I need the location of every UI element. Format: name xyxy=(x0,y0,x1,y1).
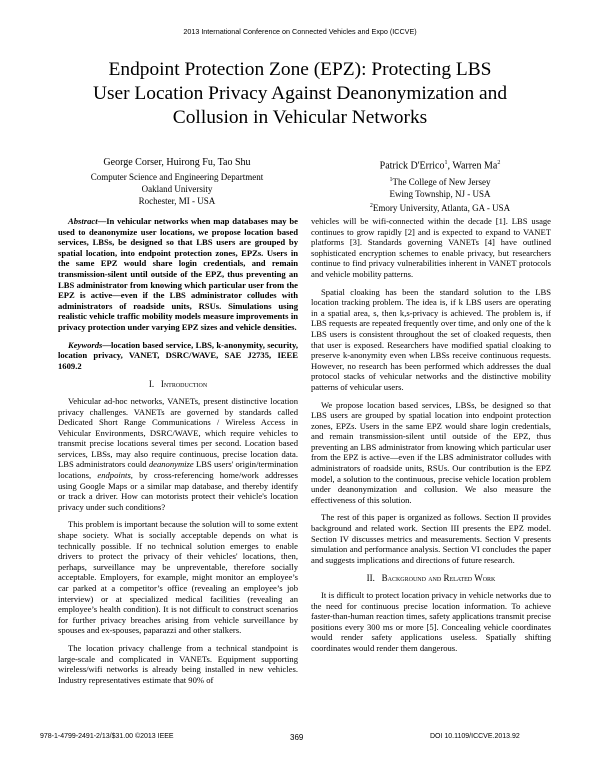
paper-title xyxy=(40,58,560,130)
author-block-left xyxy=(52,157,302,207)
intro-paragraph-1: Vehicular ad-hoc networks, VANETs, present distinctive location privacy challenges. VANETs are governed by standards called Dedicated Short Range Communications / Wireless Access in Vehicular Environments, DSRC/WAVE, which require vehicles to transmit precise locations several times per second. Location based services, LBSs, may also require continuous, precise location data. LBS administrators could deanonymize LBS users' origin/termination locations, endpoints, by cross-referencing home/work addresses using Google Maps or a similar map database, and thereby identify or track a driver. How can motorists protect their vehicle's location privacy under such conditions? xyxy=(58,395,299,512)
author-names-left: George Corser, Huirong Fu, Tao Shu xyxy=(103,157,251,168)
left-column xyxy=(58,216,298,692)
author-names-right: Patrick D'Errico$^1$, Warren Ma$^2$ xyxy=(379,160,501,172)
footer-isbn: 978-1-4799-2491-2/13/$31.00 ©2013 IEEE xyxy=(40,733,174,740)
author-university: Oakland University xyxy=(141,184,213,194)
section-heading-background: II. Background and Related Work xyxy=(366,573,496,584)
title-line-2: User Location Privacy Against Deanonymization and xyxy=(92,83,508,104)
conference-header: 2013 International Conference on Connected Vehicles and Expo (ICCVE) xyxy=(183,27,417,36)
footer-doi: DOI 10.1109/ICCVE.2013.92 xyxy=(430,733,520,740)
right-column xyxy=(311,216,551,661)
right-paragraph-3: We propose location based services, LBSs, be designed so that LBS users are grouped by spatial location into endpoint protection zones, EPZs. Users in the same EPZ would share login credentials, and remain transmission-silent until outside of the EPZ, thus preventing an LBS administrator from knowing which particular user from the EPZ is active—even if the LBS administrator colludes with administrators of roadside units, RSUs. Our contribution is the EPZ model, a solution to the continuous, precise vehicle location problem under deanonymization and collusion. We also measure the effectiveness of this solution. xyxy=(311,399,551,505)
keywords: Keywords—location based service, LBS, k-anonymity, security, location privacy, VANET, DSRC/WAVE, SAE J2735, IEEE 1609.2 xyxy=(58,339,298,371)
footer-page-number: 369 xyxy=(290,733,304,742)
author-city: Rochester, MI - USA xyxy=(138,196,216,206)
author-affiliation-1-city: Ewing Township, NJ - USA xyxy=(389,189,491,200)
right-paragraph-1: vehicles will be wifi-connected within the decade [1]. LBS usage continues to grow rapidly [2] and is expected to expand to VANET platforms [3]. Standards governing VANETs [4] have outlined sophisticated encryption schemes to enable privacy, but researchers continue to find privacy vulnerabilities inherent in VANET protocols and vehicle mobility patterns. xyxy=(311,216,551,279)
author-affiliation-2: $^2$Emory University, Atlanta, GA - USA xyxy=(369,203,511,214)
author-dept: Computer Science and Engineering Department xyxy=(90,172,264,182)
section-heading-introduction: I. Introduction xyxy=(148,379,208,390)
background-paragraph-1: It is difficult to protect location privacy in vehicle networks due to the need for continuous precise location information. To achieve faster-than-human reaction times, safety applications transmit precise positions every 300 ms or more [5]. Concealing vehicle coordinates would render safety applications useless. Spatially shifting coordinates would render them dangerous. xyxy=(311,590,551,653)
right-paragraph-2: Spatial cloaking has been the standard solution to the LBS location tracking problem. The idea is, if k LBS users are operating in a spatial area, s, then k,s-privacy is achieved. The problem is, if LBS requests are repeated frequently over time, and only one of the k LBS users is consistent throughout the set of cloaked requests, then that user is exposed. Researchers have modified spatial cloaking to preserve k-anonymity even when LBSs receive continuous requests. However, no research has been performed which addresses the dual protocol stacks of vehicular networks and the distinctive mobility patterns of vehicular users. xyxy=(311,286,551,392)
title-line-3: Collusion in Vehicular Networks xyxy=(172,107,428,128)
abstract: Abstract—In vehicular networks when map databases may be used to deanonymize user locations, we propose location based services, LBSs, be designed so that LBS users are grouped by spatial location, into endpoint protection zones, EPZs. Users in the same EPZ would share login credentials, and remain transmission-silent until outside of the EPZ, thus preventing an LBS administrator from knowing which particular user from the EPZ is active—even if the LBS administrator colludes with administrators of roadside units, RSUs. Simulations using realistic vehicle traffic mobility models measure improvements in privacy protection under varying EPZ sizes and vehicle densities. xyxy=(58,216,298,332)
title-line-1: Endpoint Protection Zone (EPZ): Protecting LBS xyxy=(108,59,492,80)
right-paragraph-4: The rest of this paper is organized as follows. Section II provides background and related work. Section III presents the EPZ model. Section IV discusses metrics and measurements. Section V presents simulation and performance analysis. Section VI concludes the paper and suggests implications and directions of future research. xyxy=(311,512,551,565)
intro-paragraph-2: This problem is important because the solution will to some extent shape society. What is socially acceptable depends on what is technically possible. If no technical solution emerges to enable drivers to protect the privacy of their vehicles' locations, then, perhaps, surveillance may be unpreventable, therefore socially acceptable. Employers, for example, might monitor an employee’s car parked at a competitor’s office (revealing an employee’s job interview) or at specialized medical facilities (revealing an employee’s health condition). It is not difficult to construct scenarios for further privacy breaches arising from vehicle surveillance by spouses and ex-spouses, paparazzi and other stalkers. xyxy=(58,519,298,636)
intro-paragraph-3: The location privacy challenge from a technical standpoint is large-scale and complicated in VANETs. Equipment supporting wireless/wifi networks is already being installed in new vehicles. Industry representatives estimate that 90% of xyxy=(58,642,298,685)
author-affiliation-1: $^1$The College of New Jersey xyxy=(389,177,491,188)
author-block-right xyxy=(330,157,550,214)
